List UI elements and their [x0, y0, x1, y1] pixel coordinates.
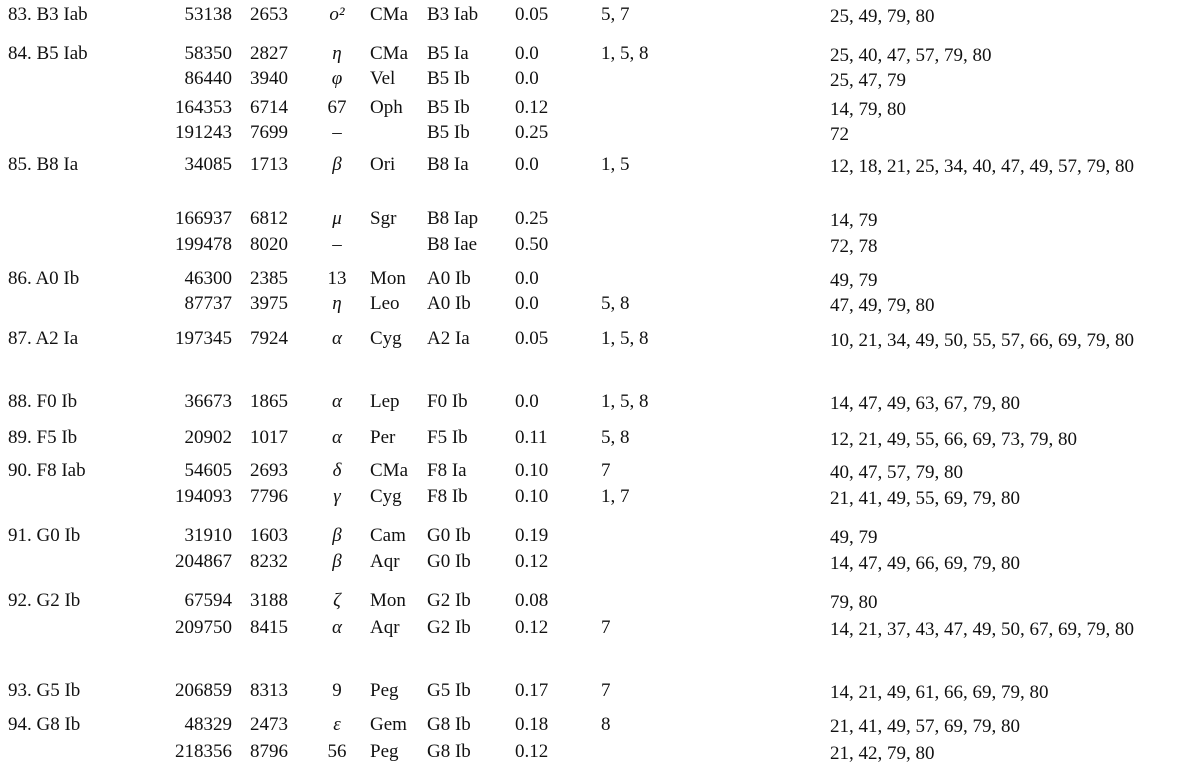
references: 14, 21, 49, 61, 66, 69, 79, 80 [830, 682, 1049, 703]
star-designation: 9 [332, 680, 342, 701]
references: 25, 49, 79, 80 [830, 6, 935, 27]
references: 25, 40, 47, 57, 79, 80 [830, 45, 992, 66]
hd-number: 53138 [184, 4, 232, 25]
constellation: Gem [370, 714, 407, 735]
references: 14, 21, 37, 43, 47, 49, 50, 67, 69, 79, 80 [830, 619, 1134, 640]
spectral-type: A0 Ib [427, 293, 471, 314]
color-excess: 0.0 [515, 391, 539, 412]
hd-number: 199478 [175, 234, 232, 255]
hr-number: 2653 [250, 4, 288, 25]
star-designation: ζ [333, 590, 341, 611]
hr-number: 7699 [250, 122, 288, 143]
color-excess: 0.25 [515, 122, 549, 143]
references: 72, 78 [830, 236, 878, 257]
spectral-type: A2 Ia [427, 328, 470, 349]
hr-number: 8232 [250, 551, 288, 572]
references: 40, 47, 57, 79, 80 [830, 462, 963, 483]
hd-number: 86440 [184, 68, 232, 89]
constellation: Peg [370, 741, 399, 762]
spectral-type: B5 Ib [427, 68, 470, 89]
color-excess: 0.19 [515, 525, 549, 546]
references: 21, 41, 49, 55, 69, 79, 80 [830, 488, 1020, 509]
color-excess: 0.10 [515, 486, 549, 507]
group-label: 94. G8 Ib [8, 714, 81, 735]
references: 79, 80 [830, 592, 878, 613]
notes: 1, 7 [601, 486, 630, 507]
hd-number: 166937 [175, 208, 232, 229]
spectral-type: F8 Ib [427, 486, 468, 507]
references: 14, 79 [830, 210, 878, 231]
constellation: Aqr [370, 617, 400, 638]
hr-number: 8415 [250, 617, 288, 638]
spectral-type: F0 Ib [427, 391, 468, 412]
references: 47, 49, 79, 80 [830, 295, 935, 316]
notes: 1, 5, 8 [601, 43, 649, 64]
color-excess: 0.25 [515, 208, 549, 229]
hr-number: 2693 [250, 460, 288, 481]
spectral-type: G8 Ib [427, 741, 471, 762]
hr-number: 6812 [250, 208, 288, 229]
spectral-type: F5 Ib [427, 427, 468, 448]
references: 12, 21, 49, 55, 66, 69, 73, 79, 80 [830, 429, 1077, 450]
color-excess: 0.12 [515, 741, 549, 762]
color-excess: 0.11 [515, 427, 548, 448]
hd-number: 36673 [184, 391, 232, 412]
star-designation: η [332, 43, 342, 64]
hr-number: 8020 [250, 234, 288, 255]
constellation: Leo [370, 293, 400, 314]
star-designation: – [332, 234, 342, 255]
star-designation: o² [329, 4, 345, 25]
notes: 7 [601, 460, 611, 481]
hr-number: 3975 [250, 293, 288, 314]
color-excess: 0.0 [515, 43, 539, 64]
constellation: CMa [370, 460, 408, 481]
hr-number: 1865 [250, 391, 288, 412]
spectral-type: B8 Iae [427, 234, 478, 255]
spectral-type: G5 Ib [427, 680, 471, 701]
references: 21, 41, 49, 57, 69, 79, 80 [830, 716, 1020, 737]
group-label: 92. G2 Ib [8, 590, 81, 611]
references: 49, 79 [830, 527, 878, 548]
star-designation: α [332, 427, 342, 448]
constellation: CMa [370, 4, 408, 25]
hr-number: 2473 [250, 714, 288, 735]
star-designation: δ [332, 460, 342, 481]
group-label: 89. F5 Ib [8, 427, 78, 448]
hd-number: 54605 [184, 460, 232, 481]
star-designation: – [332, 122, 342, 143]
star-designation: ε [333, 714, 341, 735]
references: 14, 79, 80 [830, 99, 906, 120]
references: 14, 47, 49, 66, 69, 79, 80 [830, 553, 1020, 574]
references: 49, 79 [830, 270, 878, 291]
hd-number: 87737 [184, 293, 232, 314]
hr-number: 2827 [250, 43, 288, 64]
spectral-type: B3 Iab [427, 4, 479, 25]
hr-number: 1603 [250, 525, 288, 546]
color-excess: 0.0 [515, 293, 539, 314]
constellation: Lep [370, 391, 400, 412]
notes: 7 [601, 680, 611, 701]
color-excess: 0.17 [515, 680, 549, 701]
constellation: Sgr [370, 208, 397, 229]
notes: 7 [601, 617, 611, 638]
notes: 1, 5, 8 [601, 328, 649, 349]
group-label: 83. B3 Iab [8, 4, 88, 25]
hr-number: 3188 [250, 590, 288, 611]
notes: 8 [601, 714, 611, 735]
star-designation: μ [332, 208, 342, 229]
color-excess: 0.10 [515, 460, 549, 481]
spectral-type: B5 Ib [427, 122, 470, 143]
constellation: Ori [370, 154, 396, 175]
color-excess: 0.50 [515, 234, 549, 255]
spectral-type: B8 Ia [427, 154, 469, 175]
notes: 5, 8 [601, 427, 630, 448]
color-excess: 0.05 [515, 328, 549, 349]
hd-number: 204867 [175, 551, 232, 572]
constellation: Aqr [370, 551, 400, 572]
hd-number: 206859 [175, 680, 232, 701]
notes: 1, 5, 8 [601, 391, 649, 412]
hr-number: 8313 [250, 680, 288, 701]
hr-number: 1017 [250, 427, 288, 448]
spectral-type: G2 Ib [427, 590, 471, 611]
star-designation: 67 [327, 97, 347, 118]
star-designation: γ [333, 486, 341, 507]
constellation: CMa [370, 43, 408, 64]
notes: 1, 5 [601, 154, 630, 175]
hd-number: 31910 [184, 525, 232, 546]
hr-number: 6714 [250, 97, 288, 118]
group-label: 90. F8 Iab [8, 460, 86, 481]
hr-number: 7924 [250, 328, 288, 349]
color-excess: 0.0 [515, 68, 539, 89]
spectral-type: G0 Ib [427, 551, 471, 572]
color-excess: 0.0 [515, 268, 539, 289]
hd-number: 20902 [184, 427, 232, 448]
references: 12, 18, 21, 25, 34, 40, 47, 49, 57, 79, 80 [830, 156, 1134, 177]
constellation: Vel [370, 68, 396, 89]
constellation: Cyg [370, 328, 402, 349]
references: 72 [830, 124, 849, 145]
hd-number: 164353 [175, 97, 232, 118]
hd-number: 46300 [184, 268, 232, 289]
spectral-type: A0 Ib [427, 268, 471, 289]
star-designation: β [332, 551, 342, 572]
hd-number: 67594 [184, 590, 232, 611]
color-excess: 0.0 [515, 154, 539, 175]
star-designation: 13 [327, 268, 347, 289]
spectral-type: G2 Ib [427, 617, 471, 638]
constellation: Oph [370, 97, 403, 118]
hr-number: 8796 [250, 741, 288, 762]
color-excess: 0.12 [515, 97, 549, 118]
spectral-type: B5 Ib [427, 97, 470, 118]
hd-number: 209750 [175, 617, 232, 638]
constellation: Cam [370, 525, 406, 546]
constellation: Per [370, 427, 396, 448]
color-excess: 0.08 [515, 590, 549, 611]
group-label: 86. A0 Ib [8, 268, 80, 289]
hr-number: 3940 [250, 68, 288, 89]
star-designation: 56 [327, 741, 347, 762]
group-label: 93. G5 Ib [8, 680, 81, 701]
constellation: Mon [370, 590, 406, 611]
references: 10, 21, 34, 49, 50, 55, 57, 66, 69, 79, 80 [830, 330, 1134, 351]
notes: 5, 8 [601, 293, 630, 314]
star-designation: φ [331, 68, 343, 89]
star-designation: α [332, 328, 342, 349]
constellation: Cyg [370, 486, 402, 507]
hd-number: 48329 [184, 714, 232, 735]
spectral-type: B8 Iap [427, 208, 479, 229]
hr-number: 2385 [250, 268, 288, 289]
hr-number: 1713 [250, 154, 288, 175]
references: 21, 42, 79, 80 [830, 743, 935, 764]
constellation: Peg [370, 680, 399, 701]
star-designation: η [332, 293, 342, 314]
spectral-type: G8 Ib [427, 714, 471, 735]
spectral-type: B5 Ia [427, 43, 469, 64]
color-excess: 0.12 [515, 617, 549, 638]
hd-number: 58350 [184, 43, 232, 64]
group-label: 84. B5 Iab [8, 43, 88, 64]
references: 14, 47, 49, 63, 67, 79, 80 [830, 393, 1020, 414]
spectral-type: F8 Ia [427, 460, 467, 481]
notes: 5, 7 [601, 4, 630, 25]
star-designation: β [332, 525, 342, 546]
hr-number: 7796 [250, 486, 288, 507]
color-excess: 0.12 [515, 551, 549, 572]
star-designation: α [332, 391, 342, 412]
color-excess: 0.18 [515, 714, 549, 735]
star-designation: β [332, 154, 342, 175]
group-label: 91. G0 Ib [8, 525, 81, 546]
group-label: 87. A2 Ia [8, 328, 79, 349]
group-label: 88. F0 Ib [8, 391, 78, 412]
references: 25, 47, 79 [830, 70, 906, 91]
star-designation: α [332, 617, 342, 638]
hd-number: 197345 [175, 328, 232, 349]
hd-number: 218356 [175, 741, 232, 762]
constellation: Mon [370, 268, 406, 289]
spectral-type: G0 Ib [427, 525, 471, 546]
hd-number: 34085 [184, 154, 232, 175]
group-label: 85. B8 Ia [8, 154, 79, 175]
color-excess: 0.05 [515, 4, 549, 25]
hd-number: 191243 [175, 122, 232, 143]
hd-number: 194093 [175, 486, 232, 507]
